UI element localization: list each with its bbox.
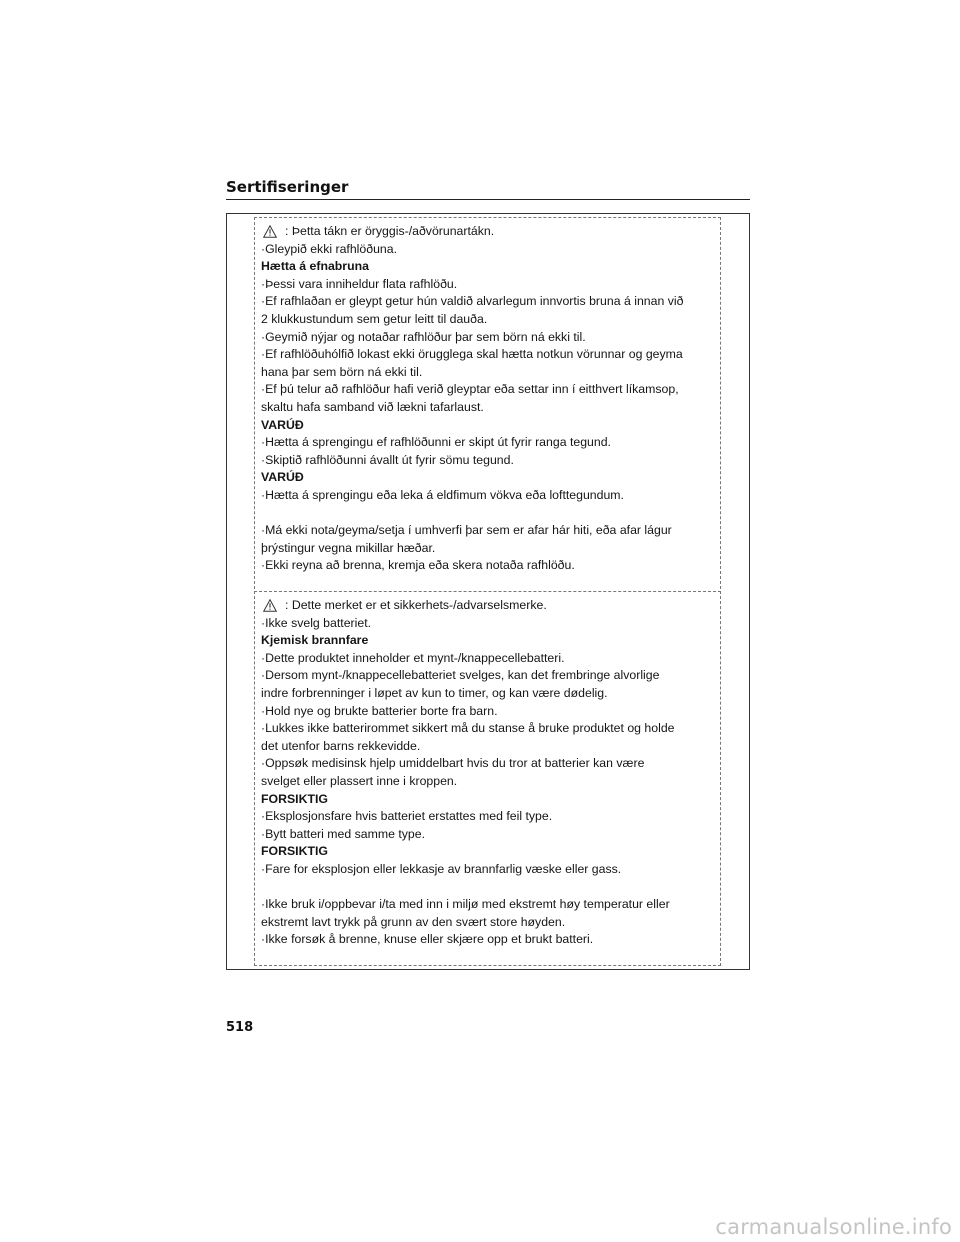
text-line: ·Gleypið ekki rafhlöðuna. <box>261 241 398 256</box>
heading-line: Kjemisk brannfare <box>261 633 369 648</box>
text-line: 2 klukkustundum sem getur leitt til dauða. <box>261 311 488 326</box>
text-line: ·Oppsøk medisinsk hjelp umiddelbart hvis du tror at batterier kan være <box>261 756 645 771</box>
icelandic-safety-panel <box>254 217 721 589</box>
text-line: indre forbrenninger i løpet av kun to timer, og kan være dødelig. <box>261 685 608 700</box>
text-line: ·Bytt batteri med samme type. <box>261 826 426 841</box>
watermark: carmanualsonline.info <box>715 1215 952 1239</box>
text-line: ·Ekki reyna að brenna, kremja eða skera notaða rafhlöðu. <box>261 558 575 573</box>
page-title: Sertifiseringer <box>226 178 349 196</box>
text-line: hana þar sem börn ná ekki til. <box>261 364 423 379</box>
text-line: ekstremt lavt trykk på grunn av den svært store høyden. <box>261 914 566 929</box>
text-line: ·Hætta á sprengingu eða leka á eldfimum vökva eða lofttegundum. <box>261 487 624 502</box>
text-line: þrýstingur vegna mikillar hæðar. <box>261 540 436 555</box>
text-line: det utenfor barns rekkevidde. <box>261 738 421 753</box>
text-line: ·Ef rafhlöðuhólfið lokast ekki örugglega skal hætta notkun vörunnar og geyma <box>261 347 683 362</box>
warning-symbol-text: : Dette merket er et sikkerhets-/advarselsmerke. <box>285 598 547 612</box>
text-line: skaltu hafa samband við lækni tafarlaust. <box>261 399 484 414</box>
text-line: ·Eksplosjonsfare hvis batteriet erstattes med feil type. <box>261 809 553 824</box>
title-divider <box>226 199 750 200</box>
text-line: ·Skiptið rafhlöðunni ávallt út fyrir sömu tegund. <box>261 452 514 467</box>
norwegian-safety-panel <box>254 591 721 966</box>
warning-row <box>261 597 720 615</box>
text-line: svelget eller plassert inne i kroppen. <box>261 773 458 788</box>
warning-symbol-text: : Þetta tákn er öryggis-/aðvörunartákn. <box>285 224 495 238</box>
warning-triangle-icon <box>263 225 277 238</box>
text-line: ·Lukkes ikke batterirommet sikkert må du stanse å bruke produktet og holde <box>261 721 675 736</box>
caution-heading: FORSIKTIG <box>261 791 328 806</box>
text-line: ·Dette produktet inneholder et mynt-/knappecellebatteri. <box>261 650 565 665</box>
caution-heading: FORSIKTIG <box>261 844 328 859</box>
page-number: 518 <box>226 1020 254 1035</box>
text-line: ·Má ekki nota/geyma/setja í umhverfi þar sem er afar hár hiti, eða afar lágur <box>261 523 672 538</box>
text-line: ·Ef þú telur að rafhlöður hafi verið gleyptar eða settar inn í eitthvert líkamsop, <box>261 382 679 397</box>
heading-line: Hætta á efnabruna <box>261 259 369 274</box>
warning-row <box>261 223 720 241</box>
text-line: ·Fare for eksplosjon eller lekkasje av brannfarlig væske eller gass. <box>261 861 622 876</box>
text-line: ·Þessi vara inniheldur flata rafhlöðu. <box>261 276 458 291</box>
caution-heading: VARÚÐ <box>261 470 304 485</box>
text-line: ·Dersom mynt-/knappecellebatteriet svelges, kan det frembringe alvorlige <box>261 668 660 683</box>
text-line: ·Ef rafhlaðan er gleypt getur hún valdið alvarlegum innvortis bruna á innan við <box>261 294 684 309</box>
text-line: ·Ikke bruk i/oppbevar i/ta med inn i miljø med ekstremt høy temperatur eller <box>261 897 670 912</box>
text-line: ·Ikke forsøk å brenne, knuse eller skjære opp et brukt batteri. <box>261 932 594 947</box>
text-line: ·Hold nye og brukte batterier borte fra barn. <box>261 703 498 718</box>
text-line: ·Geymið nýjar og notaðar rafhlöður þar sem börn ná ekki til. <box>261 329 586 344</box>
text-line: ·Ikke svelg batteriet. <box>261 615 372 630</box>
warning-triangle-icon <box>263 599 277 612</box>
text-line: ·Hætta á sprengingu ef rafhlöðunni er skipt út fyrir ranga tegund. <box>261 435 611 450</box>
caution-heading: VARÚÐ <box>261 417 304 432</box>
